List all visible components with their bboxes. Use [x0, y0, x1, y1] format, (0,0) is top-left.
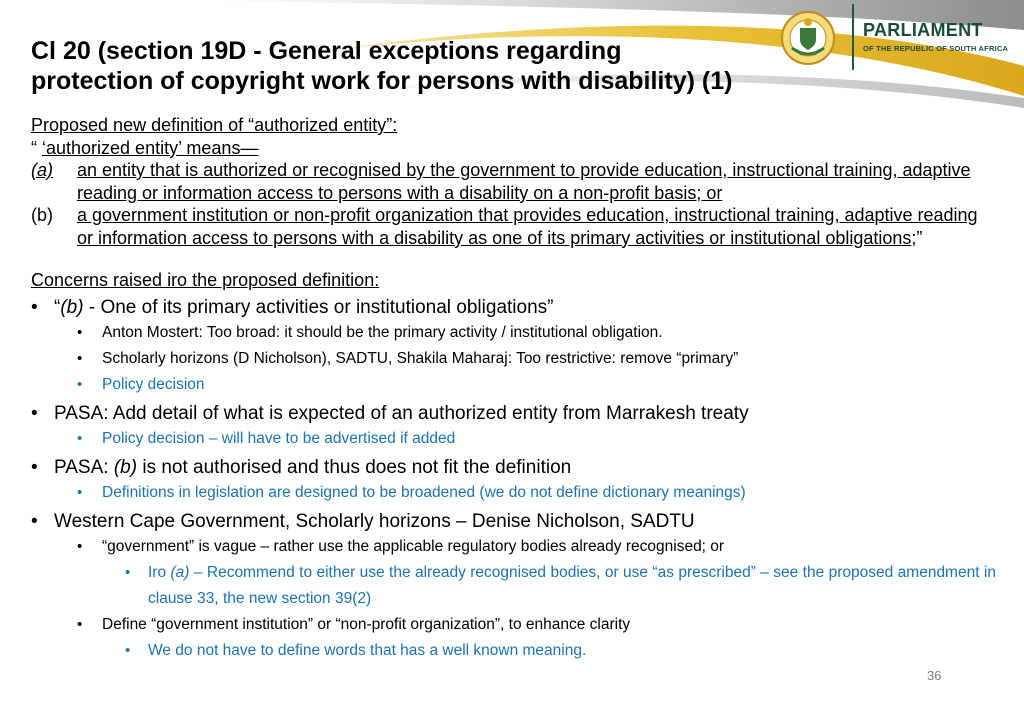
title-line-1: Cl 20 (section 19D - General exceptions regarding [31, 37, 622, 65]
definition-heading: Proposed new definition of “authorized entity”: [31, 115, 398, 135]
definition-item-label: (b) [31, 205, 53, 225]
means-prefix: “ [31, 137, 42, 158]
means-text: ‘authorized entity’ means— [42, 137, 259, 158]
list-item: • “(b) - One of its primary activities or institutional obligations” [31, 296, 996, 320]
definition-item-a [31, 159, 996, 204]
slide-content [31, 114, 996, 664]
response-item: • Policy decision [31, 372, 996, 398]
response-item: • Policy decision – will have to be advertised if added [31, 426, 996, 452]
page-number: 36 [927, 668, 942, 683]
parliament-logo [780, 4, 1020, 70]
list-item: • Western Cape Government, Scholarly horizons – Denise Nicholson, SADTU [31, 510, 996, 534]
list-item: • Anton Mostert: Too broad: it should be the primary activity / institutional obligation. [31, 320, 996, 346]
definition-means [31, 137, 996, 160]
response-item: • Definitions in legislation are designed to be broadened (we do not define dictionary meanings) [31, 480, 996, 506]
title-line-2: protection of copyright work for persons with disability) (1) [31, 67, 733, 95]
definition-item-label: (a) [31, 160, 53, 180]
slide-title [31, 36, 791, 96]
list-item: • “government” is vague – rather use the applicable regulatory bodies already recognised; or [31, 534, 996, 560]
definition-item-b [31, 204, 996, 249]
concerns-heading: Concerns raised iro the proposed definition: [31, 270, 380, 290]
response-item: • Iro (a) – Recommend to either use the already recognised bodies, or use “as prescribed” – see the proposed amendment in clause 33, the new section 39(2) [31, 560, 996, 612]
list-item: • Define “government institution” or “non-profit organization”, to enhance clarity [31, 612, 996, 638]
response-item: • We do not have to define words that has a well known meaning. [31, 638, 996, 664]
list-item: • PASA: Add detail of what is expected of an authorized entity from Marrakesh treaty [31, 402, 996, 426]
logo-subtitle: OF THE REPUBLIC OF SOUTH AFRICA [863, 44, 1009, 53]
definition-item-text: an entity that is authorized or recognised by the government to provide education, instructional training, adaptive reading or information access to persons with a disability on a non-profit basis; or [77, 160, 971, 203]
logo-name: PARLIAMENT [863, 20, 983, 40]
logo-divider [852, 4, 854, 70]
definition-item-text: a government institution or non-profit organization that provides education, instructional training, adaptive reading or information access to persons with a disability as one of its primary activities or institutional obligations; [77, 205, 978, 248]
definition-closing-quote: ” [916, 227, 923, 248]
list-item: • Scholarly horizons (D Nicholson), SADTU, Shakila Maharaj: Too restrictive: remove “primary” [31, 346, 996, 372]
list-item: • PASA: (b) is not authorised and thus does not fit the definition [31, 456, 996, 480]
